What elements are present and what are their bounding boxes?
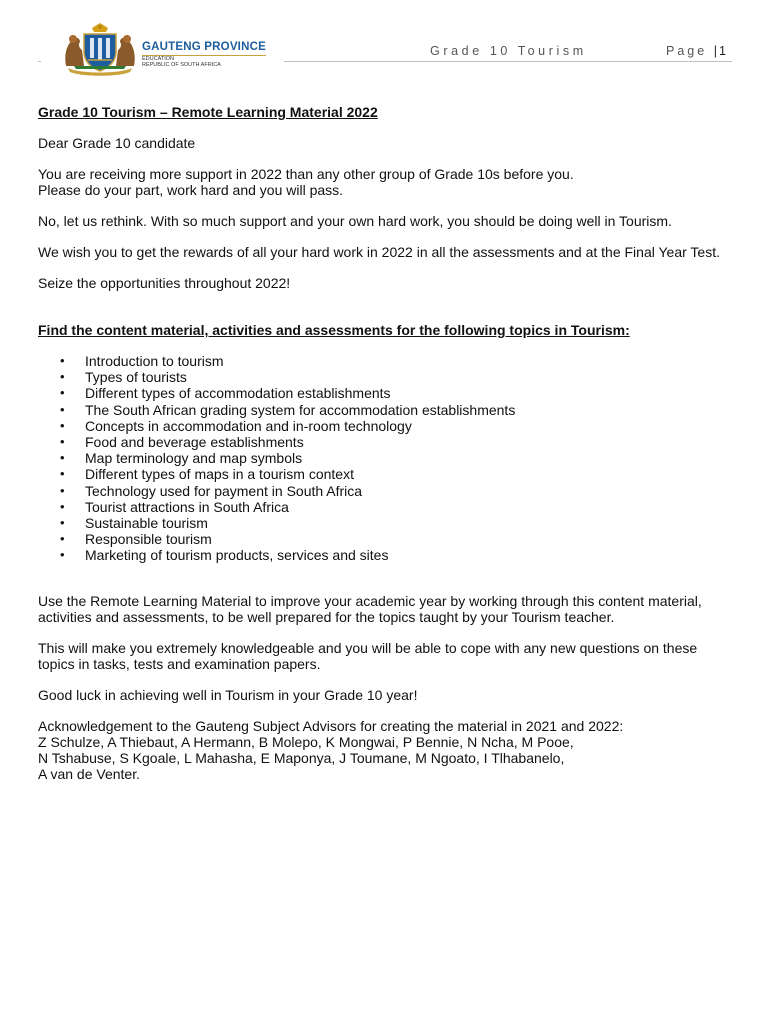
page-header [38,18,732,78]
brand-block [142,42,266,69]
header-page-number [666,44,726,58]
bullet-icon: • [60,498,65,514]
bullet-icon: • [60,385,65,401]
topics-list [38,353,722,563]
bullet-icon: • [60,482,65,498]
bullet-icon: • [60,547,65,563]
bullet-icon: • [60,450,65,466]
brand-department: EDUCATION [142,55,174,62]
list-item: • Food and beverage establishments [60,433,304,450]
bullet-icon: • [60,369,65,385]
paragraph-rewards: We wish you to get the rewards of all your hard work in 2022 in all the assessments and at the Final Year Test. [38,244,720,260]
paragraph-support-line-2: Please do your part, work hard and you will pass. [38,182,344,198]
list-item: • Different types of accommodation establishments [60,385,391,402]
list-item: • Concepts in accommodation and in-room technology [60,417,412,434]
bullet-icon: • [60,433,65,449]
acknowledgement-line-4: A van de Venter. [38,766,140,783]
list-item: • Different types of maps in a tourism context [60,466,354,483]
acknowledgement [38,718,722,782]
paragraph-good-luck: Good luck in achieving well in Tourism in your Grade 10 year! [38,687,418,704]
page-number: 1 [718,44,726,58]
header-document-title: Grade 10 Tourism [430,44,587,58]
paragraph-use-material: Use the Remote Learning Material to improve your academic year by working through this content material, activities and assessments, to be well prepared for the topics taught by your Tourism teacher. [38,593,702,626]
paragraph-rethink: No, let us rethink. With so much support and your own hard work, you should be doing well in Tourism. [38,213,672,229]
page-separator: | [713,44,717,58]
list-item: • Introduction to tourism [60,353,224,369]
list-item: • Map terminology and map symbols [60,450,303,467]
bullet-icon: • [60,417,65,433]
acknowledgement-line-2: Z Schulze, A Thiebaut, A Hermann, B Molepo, K Mongwai, P Bennie, N Ncha, M Pooe, [38,734,574,751]
paragraph-knowledgeable: This will make you extremely knowledgeable and you will be able to cope with any new questions on these topics in tasks, tests and examination papers. [38,640,698,673]
brand-country: REPUBLIC OF SOUTH AFRICA [142,62,221,68]
paragraph-support [38,166,722,198]
bullet-icon: • [60,531,65,547]
list-item: • Types of tourists [60,369,187,386]
brand-name: GAUTENG PROVINCE [142,42,266,56]
acknowledgement-line-3: N Tshabuse, S Kgoale, L Mahasha, E Maponya, J Toumane, M Ngoato, I Tlhabanelo, [38,750,565,767]
header-rule-left [38,61,41,62]
list-item: • Marketing of tourism products, services and sites [60,547,389,564]
bullet-icon: • [60,401,65,417]
acknowledgement-line-1: Acknowledgement to the Gauteng Subject Advisors for creating the material in 2021 and 2022: [38,718,624,735]
bullet-icon: • [60,466,65,482]
list-item: • Sustainable tourism [60,514,208,531]
letter-body [38,104,722,782]
topics-heading: Find the content material, activities and assessments for the following topics in Tourism: [38,322,630,338]
salutation: Dear Grade 10 candidate [38,135,196,151]
coat-of-arms-logo [60,22,140,76]
list-item: • Responsible tourism [60,531,212,548]
paragraph-support-line-1: You are receiving more support in 2022 than any other group of Grade 10s before you. [38,166,574,182]
bullet-icon: • [60,514,65,530]
header-rule [284,61,732,62]
page-label: Page [666,44,708,58]
list-item: • Tourist attractions in South Africa [60,498,289,515]
list-item: • Technology used for payment in South Africa [60,482,363,499]
list-item: • The South African grading system for accommodation establishments [60,401,516,418]
letter-title: Grade 10 Tourism – Remote Learning Material 2022 [38,104,378,120]
bullet-icon: • [60,353,65,368]
paragraph-seize: Seize the opportunities throughout 2022! [38,275,291,291]
